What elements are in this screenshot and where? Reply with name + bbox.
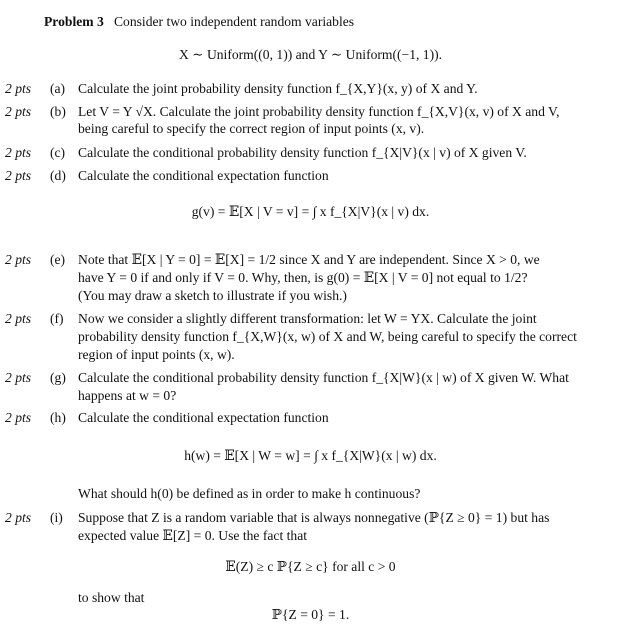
part-e-line-1: Note that 𝔼[X | Y = 0] = 𝔼[X] = 1/2 since X and Y are independent. Since X > 0, we: [78, 252, 540, 267]
part-g-line-1: Calculate the conditional probability density function f_{X|W}(x | w) of X given W. What: [78, 370, 569, 385]
equation-h: h(w) = 𝔼[X | W = w] = ∫ x f_{X|W}(x | w) dx.: [184, 448, 437, 463]
points-f: 2 pts: [5, 311, 32, 326]
part-c-line-1: Calculate the conditional probability density function f_{X|V}(x | v) of X given V.: [78, 145, 527, 160]
equation-g: g(v) = 𝔼[X | V = v] = ∫ x f_{X|V}(x | v) dx.: [191, 204, 430, 219]
part-b-line-1: Let V = Y √X. Calculate the joint probability density function f_{X,V}(x, v) of X and V,: [78, 104, 560, 119]
part-e-line-3: (You may draw a sketch to illustrate if you wish.): [78, 288, 347, 303]
label-d: (d): [50, 168, 66, 183]
part-i-after: to show that: [78, 590, 145, 605]
part-f-line-3: region of input points (x, w).: [78, 347, 235, 362]
problem-number: Problem 3: [44, 14, 104, 29]
part-i-line-2: expected value 𝔼[Z] = 0. Use the fact that: [78, 528, 308, 543]
part-a-line-1: Calculate the joint probability density function f_{X,Y}(x, y) of X and Y.: [78, 81, 478, 96]
label-f: (f): [50, 311, 64, 326]
part-h-after: What should h(0) be defined as in order to make h continuous?: [78, 486, 421, 501]
part-h-line-1: Calculate the conditional expectation function: [78, 410, 329, 425]
points-e: 2 pts: [5, 252, 32, 267]
label-a: (a): [50, 81, 66, 96]
equation-final: ℙ{Z = 0} = 1.: [271, 607, 350, 622]
part-e-line-2: have Y = 0 if and only if V = 0. Why, then, is g(0) = 𝔼[X | V = 0] not equal to 1/2?: [78, 270, 528, 285]
equation-markov: 𝔼(Z) ≥ c ℙ{Z ≥ c} for all c > 0: [225, 559, 396, 574]
display-equation-distributions: X ∼ Uniform((0, 1)) and Y ∼ Uniform((−1, 1)).: [178, 47, 443, 62]
points-a: 2 pts: [5, 81, 32, 96]
part-i-line-1: Suppose that Z is a random variable that is always nonnegative (ℙ{Z ≥ 0} = 1) but has: [78, 510, 550, 525]
points-b: 2 pts: [5, 104, 32, 119]
part-b-line-2: being careful to specify the correct region of input points (x, v).: [78, 121, 425, 136]
points-c: 2 pts: [5, 145, 32, 160]
label-h: (h): [50, 410, 66, 425]
part-g-line-2: happens at w = 0?: [78, 388, 177, 403]
points-h: 2 pts: [5, 410, 32, 425]
problem-header: [44, 14, 354, 30]
label-e: (e): [50, 252, 66, 267]
points-d: 2 pts: [5, 168, 32, 183]
part-f-line-2: probability density function f_{X,W}(x, w) of X and W, being careful to specify the correct: [78, 329, 577, 344]
label-i: (i): [50, 510, 63, 525]
points-i: 2 pts: [5, 510, 32, 525]
problem-intro: Consider two independent random variables: [113, 14, 355, 29]
label-g: (g): [50, 370, 66, 385]
part-d-line-1: Calculate the conditional expectation function: [78, 168, 329, 183]
part-f-line-1: Now we consider a slightly different transformation: let W = YX. Calculate the joint: [78, 311, 537, 326]
points-g: 2 pts: [5, 370, 32, 385]
label-c: (c): [50, 145, 66, 160]
label-b: (b): [50, 104, 66, 119]
